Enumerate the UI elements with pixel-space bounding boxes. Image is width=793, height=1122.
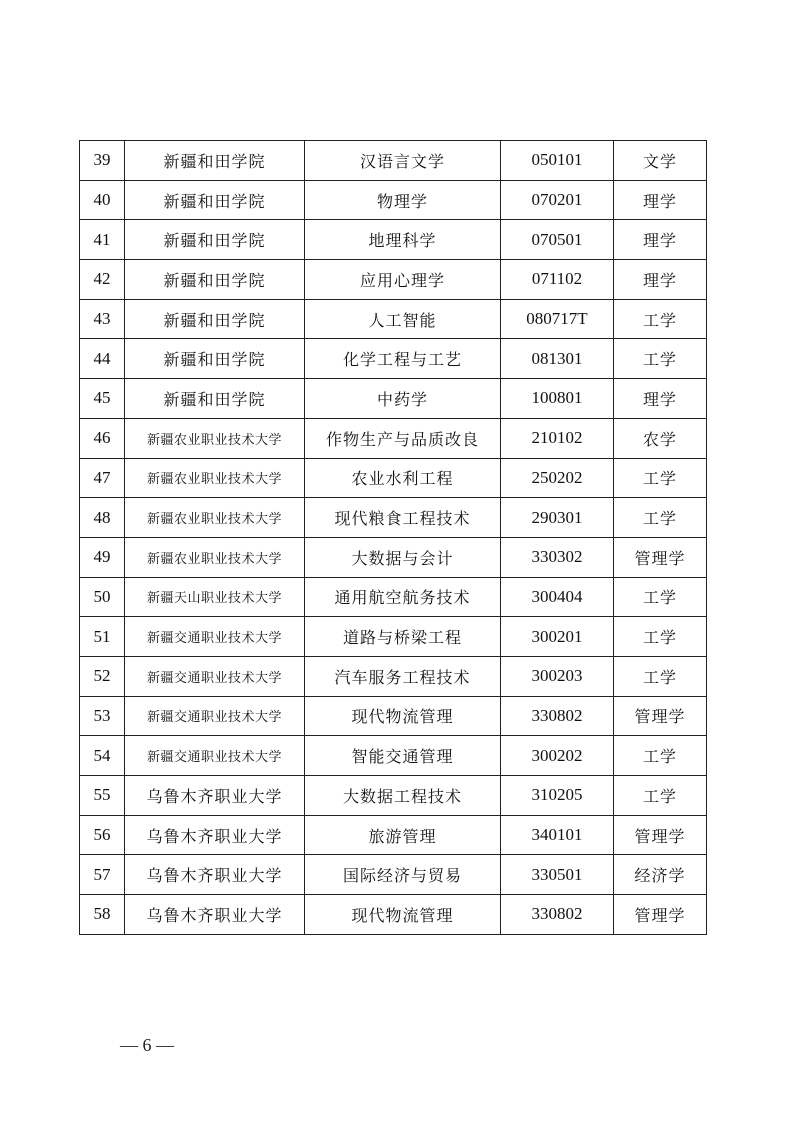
table-row (80, 180, 707, 220)
major-name-cell: 中药学 (305, 379, 501, 419)
major-name-cell: 应用心理学 (305, 260, 501, 300)
school-name-cell: 新疆天山职业技术大学 (125, 577, 305, 617)
table-row (80, 895, 707, 935)
discipline-category-cell: 理学 (614, 220, 707, 260)
major-name-cell: 现代物流管理 (305, 895, 501, 935)
table-row (80, 498, 707, 538)
row-number-cell: 39 (80, 141, 125, 181)
table-row (80, 141, 707, 181)
major-name-cell: 人工智能 (305, 299, 501, 339)
row-number-cell: 57 (80, 855, 125, 895)
school-name-cell: 新疆农业职业技术大学 (125, 418, 305, 458)
majors-table-container (79, 140, 706, 935)
discipline-category-cell: 管理学 (614, 895, 707, 935)
major-name-cell: 作物生产与品质改良 (305, 418, 501, 458)
table-row (80, 776, 707, 816)
school-name-cell: 新疆农业职业技术大学 (125, 537, 305, 577)
table-row (80, 577, 707, 617)
major-code-cell: 300404 (501, 577, 614, 617)
school-name-cell: 新疆和田学院 (125, 220, 305, 260)
major-code-cell: 330802 (501, 895, 614, 935)
row-number-cell: 43 (80, 299, 125, 339)
table-row (80, 299, 707, 339)
discipline-category-cell: 工学 (614, 656, 707, 696)
major-name-cell: 大数据与会计 (305, 537, 501, 577)
row-number-cell: 48 (80, 498, 125, 538)
discipline-category-cell: 管理学 (614, 696, 707, 736)
major-name-cell: 道路与桥梁工程 (305, 617, 501, 657)
discipline-category-cell: 工学 (614, 299, 707, 339)
major-name-cell: 旅游管理 (305, 815, 501, 855)
table-row (80, 260, 707, 300)
discipline-category-cell: 工学 (614, 339, 707, 379)
major-name-cell: 现代粮食工程技术 (305, 498, 501, 538)
school-name-cell: 新疆和田学院 (125, 339, 305, 379)
major-code-cell: 210102 (501, 418, 614, 458)
major-code-cell: 340101 (501, 815, 614, 855)
major-code-cell: 080717T (501, 299, 614, 339)
discipline-category-cell: 工学 (614, 776, 707, 816)
major-name-cell: 物理学 (305, 180, 501, 220)
discipline-category-cell: 理学 (614, 260, 707, 300)
row-number-cell: 40 (80, 180, 125, 220)
major-name-cell: 农业水利工程 (305, 458, 501, 498)
row-number-cell: 54 (80, 736, 125, 776)
row-number-cell: 50 (80, 577, 125, 617)
table-row (80, 855, 707, 895)
discipline-category-cell: 理学 (614, 379, 707, 419)
major-name-cell: 地理科学 (305, 220, 501, 260)
majors-table-body (80, 141, 707, 935)
table-row (80, 339, 707, 379)
table-row (80, 537, 707, 577)
school-name-cell: 乌鲁木齐职业大学 (125, 815, 305, 855)
major-code-cell: 300203 (501, 656, 614, 696)
school-name-cell: 新疆和田学院 (125, 180, 305, 220)
table-row (80, 815, 707, 855)
table-row (80, 736, 707, 776)
row-number-cell: 49 (80, 537, 125, 577)
table-row (80, 418, 707, 458)
row-number-cell: 53 (80, 696, 125, 736)
major-name-cell: 智能交通管理 (305, 736, 501, 776)
row-number-cell: 55 (80, 776, 125, 816)
page-number: — 6 — (120, 1035, 174, 1055)
row-number-cell: 58 (80, 895, 125, 935)
major-code-cell: 070201 (501, 180, 614, 220)
discipline-category-cell: 文学 (614, 141, 707, 181)
major-code-cell: 250202 (501, 458, 614, 498)
row-number-cell: 52 (80, 656, 125, 696)
major-code-cell: 330802 (501, 696, 614, 736)
table-row (80, 696, 707, 736)
row-number-cell: 44 (80, 339, 125, 379)
table-row (80, 656, 707, 696)
school-name-cell: 新疆农业职业技术大学 (125, 498, 305, 538)
school-name-cell: 新疆和田学院 (125, 260, 305, 300)
row-number-cell: 42 (80, 260, 125, 300)
major-name-cell: 汉语言文学 (305, 141, 501, 181)
row-number-cell: 47 (80, 458, 125, 498)
table-row (80, 617, 707, 657)
discipline-category-cell: 农学 (614, 418, 707, 458)
row-number-cell: 51 (80, 617, 125, 657)
school-name-cell: 新疆交通职业技术大学 (125, 736, 305, 776)
major-code-cell: 330501 (501, 855, 614, 895)
major-code-cell: 070501 (501, 220, 614, 260)
table-row (80, 458, 707, 498)
major-code-cell: 050101 (501, 141, 614, 181)
row-number-cell: 56 (80, 815, 125, 855)
major-code-cell: 330302 (501, 537, 614, 577)
majors-table (79, 140, 707, 935)
major-code-cell: 100801 (501, 379, 614, 419)
major-name-cell: 化学工程与工艺 (305, 339, 501, 379)
school-name-cell: 乌鲁木齐职业大学 (125, 855, 305, 895)
major-code-cell: 310205 (501, 776, 614, 816)
discipline-category-cell: 工学 (614, 498, 707, 538)
discipline-category-cell: 工学 (614, 577, 707, 617)
major-name-cell: 现代物流管理 (305, 696, 501, 736)
discipline-category-cell: 经济学 (614, 855, 707, 895)
discipline-category-cell: 管理学 (614, 537, 707, 577)
major-name-cell: 通用航空航务技术 (305, 577, 501, 617)
row-number-cell: 46 (80, 418, 125, 458)
major-code-cell: 290301 (501, 498, 614, 538)
table-row (80, 220, 707, 260)
school-name-cell: 乌鲁木齐职业大学 (125, 776, 305, 816)
major-name-cell: 汽车服务工程技术 (305, 656, 501, 696)
major-code-cell: 071102 (501, 260, 614, 300)
discipline-category-cell: 工学 (614, 736, 707, 776)
discipline-category-cell: 工学 (614, 617, 707, 657)
school-name-cell: 新疆和田学院 (125, 141, 305, 181)
school-name-cell: 新疆农业职业技术大学 (125, 458, 305, 498)
school-name-cell: 新疆交通职业技术大学 (125, 696, 305, 736)
school-name-cell: 新疆和田学院 (125, 379, 305, 419)
school-name-cell: 新疆和田学院 (125, 299, 305, 339)
table-row (80, 379, 707, 419)
row-number-cell: 41 (80, 220, 125, 260)
school-name-cell: 乌鲁木齐职业大学 (125, 895, 305, 935)
discipline-category-cell: 管理学 (614, 815, 707, 855)
major-name-cell: 大数据工程技术 (305, 776, 501, 816)
major-code-cell: 081301 (501, 339, 614, 379)
discipline-category-cell: 理学 (614, 180, 707, 220)
major-code-cell: 300201 (501, 617, 614, 657)
major-name-cell: 国际经济与贸易 (305, 855, 501, 895)
discipline-category-cell: 工学 (614, 458, 707, 498)
row-number-cell: 45 (80, 379, 125, 419)
school-name-cell: 新疆交通职业技术大学 (125, 617, 305, 657)
school-name-cell: 新疆交通职业技术大学 (125, 656, 305, 696)
major-code-cell: 300202 (501, 736, 614, 776)
